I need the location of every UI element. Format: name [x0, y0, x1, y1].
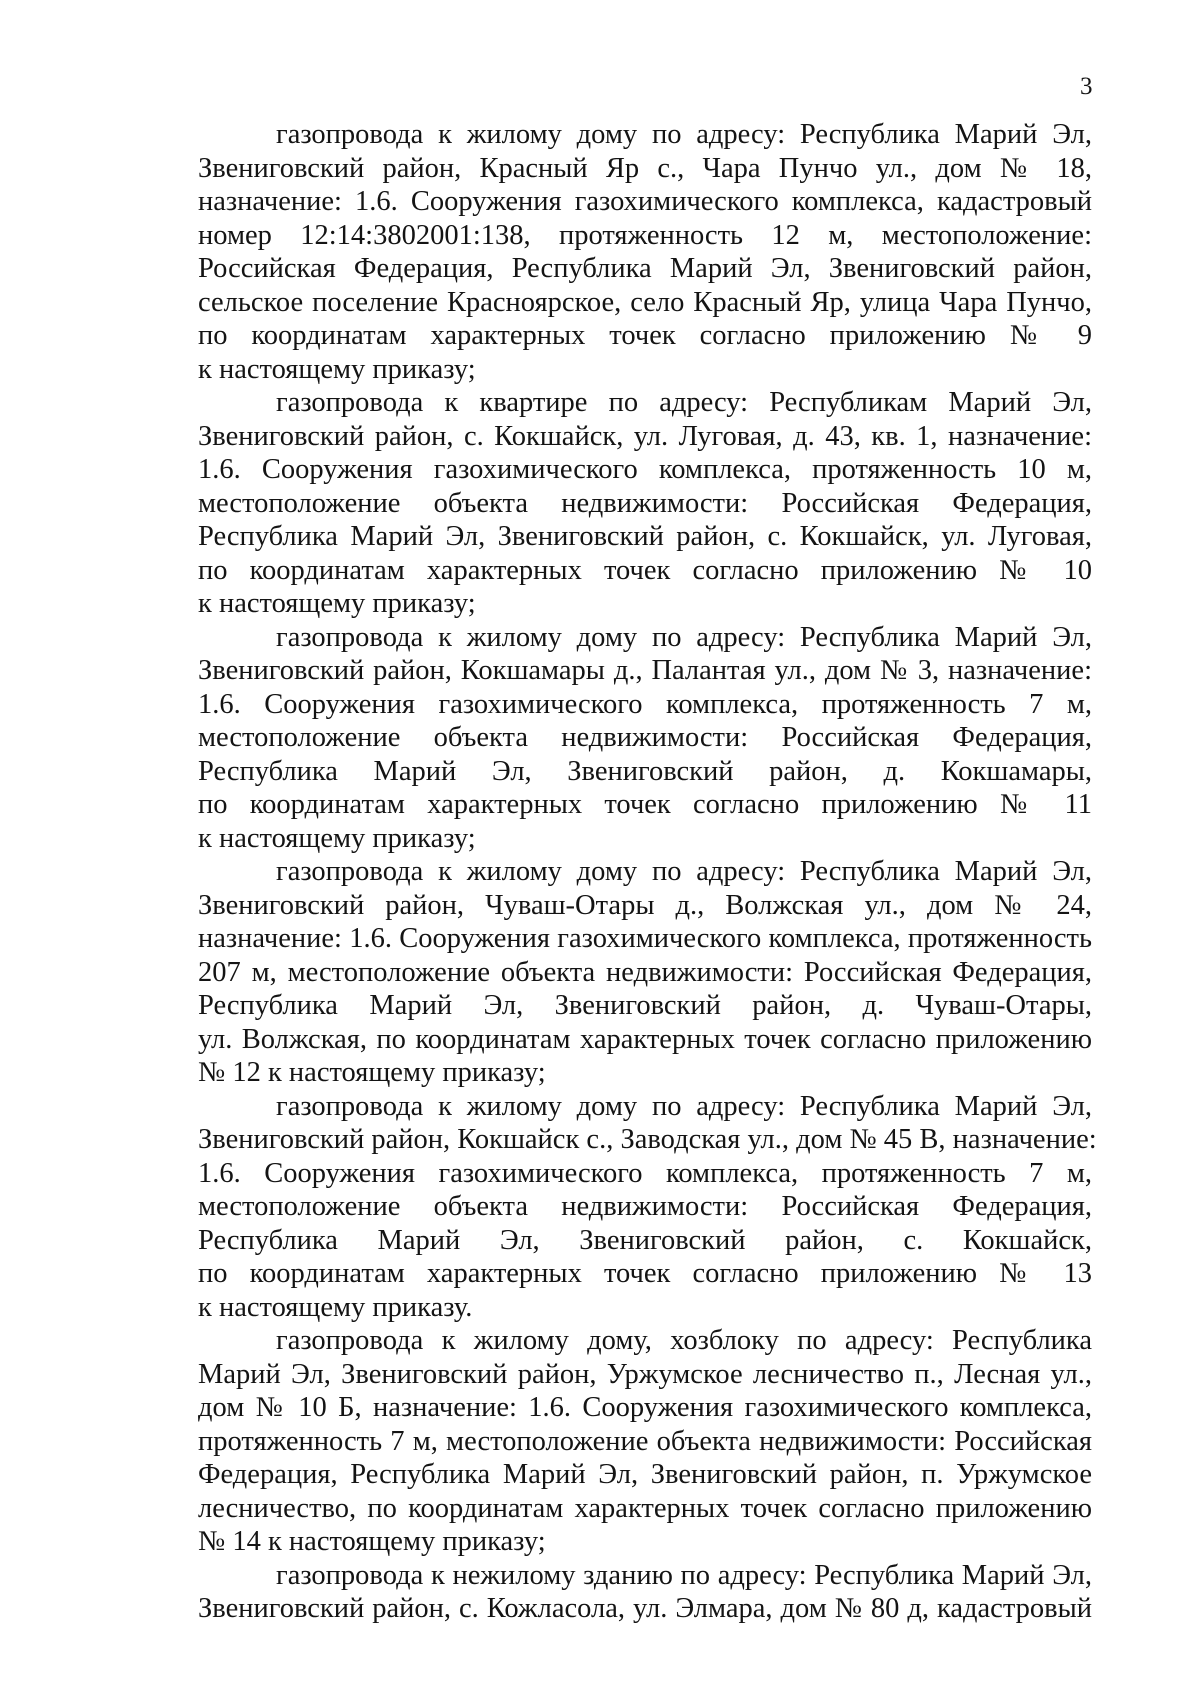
text-line: назначение: 1.6. Сооружения газохимического комплекса, кадастровый	[198, 186, 1092, 217]
text-line: газопровода к жилому дому по адресу: Республика Марий Эл,	[276, 856, 1092, 887]
paragraph	[198, 1559, 1092, 1626]
page-number: 3	[1080, 73, 1093, 100]
text-line: № 12 к настоящему приказу;	[198, 1057, 546, 1088]
text-line: 1.6. Сооружения газохимического комплекса, протяженность 7 м,	[198, 688, 1092, 720]
text-line: ул. Волжская, по координатам характерных точек согласно приложению	[198, 1023, 1092, 1055]
text-line: газопровода к жилому дому, хозблоку по адресу: Республика	[276, 1325, 1092, 1356]
text-line: газопровода к жилому дому по адресу: Республика Марий Эл,	[276, 621, 1092, 653]
text-line: Звениговский район, Кокшамары д., Палантая ул., дом № 3, назначение:	[198, 655, 1092, 686]
text-line: назначение: 1.6. Сооружения газохимического комплекса, протяженность	[198, 923, 1092, 954]
text-line: по координатам характерных точек согласно приложению № 11	[198, 789, 1092, 820]
text-line: местоположение объекта недвижимости: Российская Федерация,	[198, 1191, 1092, 1222]
text-line: местоположение объекта недвижимости: Российская Федерация,	[198, 487, 1092, 519]
text-line: 1.6. Сооружения газохимического комплекса, протяженность 7 м,	[198, 1157, 1092, 1189]
text-line: газопровода к жилому дому по адресу: Республика Марий Эл,	[276, 119, 1092, 150]
text-line: Республика Марий Эл, Звениговский район, д. Чуваш-Отары,	[198, 990, 1092, 1021]
text-line: к настоящему приказу.	[198, 1291, 473, 1323]
text-line: к настоящему приказу;	[198, 353, 476, 385]
paragraph	[198, 1324, 1092, 1559]
text-line: Звениговский район, с. Кожласола, ул. Элмара, дом № 80 д, кадастровый	[198, 1593, 1092, 1624]
paragraph	[198, 855, 1092, 1090]
text-line: по координатам характерных точек согласно приложению № 10	[198, 554, 1092, 586]
text-line: 1.6. Сооружения газохимического комплекса, протяженность 10 м,	[198, 454, 1092, 485]
text-line: по координатам характерных точек согласно приложению № 9	[198, 320, 1092, 351]
paragraph	[198, 386, 1092, 621]
text-line: Республика Марий Эл, Звениговский район, д. Кокшамары,	[198, 755, 1092, 787]
text-line: номер 12:14:3802001:138, протяженность 12 м, местоположение:	[198, 219, 1092, 251]
text-line: местоположение объекта недвижимости: Российская Федерация,	[198, 722, 1092, 753]
text-line: дом № 10 Б, назначение: 1.6. Сооружения газохимического комплекса,	[198, 1392, 1092, 1423]
text-line: Звениговский район, Чуваш-Отары д., Волжская ул., дом № 24,	[198, 889, 1092, 921]
paragraph	[198, 621, 1092, 856]
text-line: Марий Эл, Звениговский район, Уржумское лесничество п., Лесная ул.,	[198, 1358, 1092, 1390]
text-line: Республика Марий Эл, Звениговский район, с. Кокшайск, ул. Луговая,	[198, 521, 1092, 552]
document-body	[198, 118, 1097, 1626]
text-line: Российская Федерация, Республика Марий Эл, Звениговский район,	[198, 253, 1092, 284]
paragraph	[198, 118, 1092, 386]
text-line: Звениговский район, Кокшайск с., Заводская ул., дом № 45 В, назначение:	[198, 1124, 1097, 1155]
text-line: лесничество, по координатам характерных точек согласно приложению	[198, 1492, 1092, 1524]
text-line: Республика Марий Эл, Звениговский район, с. Кокшайск,	[198, 1224, 1092, 1256]
text-line: № 14 к настоящему приказу;	[198, 1526, 546, 1557]
text-line: 207 м, местоположение объекта недвижимости: Российская Федерация,	[198, 956, 1092, 988]
text-line: Звениговский район, Красный Яр с., Чара Пунчо ул., дом № 18,	[198, 152, 1092, 184]
text-line: Звениговский район, с. Кокшайск, ул. Луговая, д. 43, кв. 1, назначение:	[198, 420, 1092, 452]
text-line: по координатам характерных точек согласно приложению № 13	[198, 1258, 1092, 1289]
text-line: к настоящему приказу;	[198, 588, 476, 619]
text-line: газопровода к нежилому зданию по адресу: Республика Марий Эл,	[276, 1559, 1092, 1591]
text-line: к настоящему приказу;	[198, 822, 476, 854]
text-line: газопровода к жилому дому по адресу: Республика Марий Эл,	[276, 1090, 1092, 1122]
text-line: протяженность 7 м, местоположение объекта недвижимости: Российская	[198, 1425, 1092, 1457]
paragraph	[198, 1090, 1097, 1325]
text-line: газопровода к квартире по адресу: Республикам Марий Эл,	[276, 387, 1092, 418]
text-line: сельское поселение Красноярское, село Красный Яр, улица Чара Пунчо,	[198, 286, 1092, 318]
text-line: Федерация, Республика Марий Эл, Звениговский район, п. Уржумское	[198, 1459, 1092, 1490]
